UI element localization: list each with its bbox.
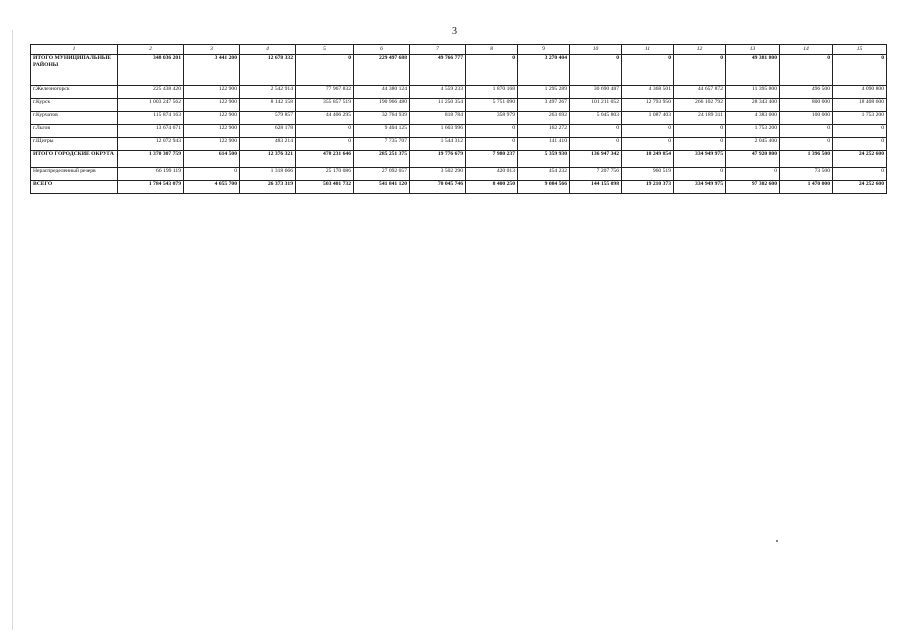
- table-cell: 30 690 487: [570, 86, 622, 99]
- table-cell: 32 764 939: [354, 112, 410, 125]
- table-cell: 266 102 792: [674, 99, 726, 112]
- table-cell: 0: [674, 168, 726, 181]
- table-cell: 1 544 312: [410, 138, 466, 151]
- table-cell: 8 142 158: [240, 99, 296, 112]
- scan-speck: [776, 540, 778, 542]
- table-cell: 28 343 400: [726, 99, 780, 112]
- table-row: [31, 138, 887, 151]
- table-cell: 0: [780, 55, 833, 86]
- table-cell: 229 497 688: [354, 55, 410, 86]
- table-cell: 1 318 666: [240, 168, 296, 181]
- table-cell: 122 900: [184, 86, 240, 99]
- table-cell: 0: [296, 55, 354, 86]
- table-cell: 9 084 566: [518, 181, 570, 194]
- table-cell: 0: [622, 125, 674, 138]
- row-label: г.Льгов: [31, 125, 118, 138]
- table-cell: 44 406 295: [296, 112, 354, 125]
- table-cell: 77 967 832: [296, 86, 354, 99]
- table-cell: 136 947 342: [570, 151, 622, 168]
- table-cell: 141 410: [518, 138, 570, 151]
- table-cell: 478 231 646: [296, 151, 354, 168]
- table-cell: 12 376 321: [240, 151, 296, 168]
- table-row: [31, 151, 887, 168]
- table-cell: 0: [833, 55, 887, 86]
- table-cell: 7 980 237: [466, 151, 518, 168]
- page-number: 3: [452, 26, 457, 37]
- column-header: 12: [674, 45, 726, 55]
- row-label: ИТОГО ГОРОДСКИЕ ОКРУГА: [31, 151, 118, 168]
- table-cell: 4 383 000: [726, 112, 780, 125]
- table-cell: 2 045 400: [726, 138, 780, 151]
- budget-table: [30, 44, 887, 194]
- column-header: 3: [184, 45, 240, 55]
- column-header: 10: [570, 45, 622, 55]
- table-cell: 0: [780, 125, 833, 138]
- table-cell: 483 214: [240, 138, 296, 151]
- table-cell: 9 404 125: [354, 125, 410, 138]
- table-cell: 0: [184, 168, 240, 181]
- table-cell: 0: [622, 55, 674, 86]
- column-header: 1: [31, 45, 118, 55]
- page-left-edge: [12, 30, 13, 630]
- table-cell: 122 900: [184, 112, 240, 125]
- table-cell: 285 251 375: [354, 151, 410, 168]
- column-header: 8: [466, 45, 518, 55]
- table-cell: 0: [466, 55, 518, 86]
- table-cell: 27 092 057: [354, 168, 410, 181]
- column-header: 11: [622, 45, 674, 55]
- table-cell: 1 603 996: [410, 125, 466, 138]
- row-label: г.Курск: [31, 99, 118, 112]
- table-cell: 162 272: [518, 125, 570, 138]
- table-cell: 44 380 124: [354, 86, 410, 99]
- table-cell: 348 036 201: [118, 55, 184, 86]
- table-cell: 0: [466, 125, 518, 138]
- column-header: 6: [354, 45, 410, 55]
- table-cell: 12 072 943: [118, 138, 184, 151]
- table-cell: 358 979: [466, 112, 518, 125]
- table-cell: 122 900: [184, 99, 240, 112]
- table-cell: 5 045 803: [570, 112, 622, 125]
- table-cell: 0: [674, 125, 726, 138]
- table-cell: 355 857 519: [296, 99, 354, 112]
- table-cell: 334 949 975: [674, 151, 726, 168]
- table-cell: 1 870 168: [466, 86, 518, 99]
- table-cell: 3 497 267: [518, 99, 570, 112]
- table-cell: 122 900: [184, 138, 240, 151]
- table-cell: 0: [570, 138, 622, 151]
- table-cell: 0: [466, 138, 518, 151]
- table-cell: 0: [833, 125, 887, 138]
- table-cell: 1 370 307 759: [118, 151, 184, 168]
- table-cell: 4 559 233: [410, 86, 466, 99]
- table-cell: 1 753 200: [833, 112, 887, 125]
- table-cell: 49 381 800: [726, 55, 780, 86]
- table-cell: 0: [780, 138, 833, 151]
- table-cell: 13 674 671: [118, 125, 184, 138]
- table-cell: 7 735 707: [354, 138, 410, 151]
- table-cell: 7 207 756: [570, 168, 622, 181]
- table-cell: 24 189 311: [674, 112, 726, 125]
- table-cell: 24 252 600: [833, 151, 887, 168]
- table-cell: 5 751 090: [466, 99, 518, 112]
- table-cell: 0: [726, 168, 780, 181]
- table-cell: 8 400 250: [466, 181, 518, 194]
- table-cell: 18 408 600: [833, 99, 887, 112]
- table-cell: 628 178: [240, 125, 296, 138]
- table-cell: 25 170 086: [296, 168, 354, 181]
- table-cell: 0: [622, 138, 674, 151]
- column-header: 2: [118, 45, 184, 55]
- table-cell: 70 045 746: [410, 181, 466, 194]
- table-cell: 0: [674, 138, 726, 151]
- table-cell: 1 753 200: [726, 125, 780, 138]
- table-row: [31, 86, 887, 99]
- table-cell: 12 793 950: [622, 99, 674, 112]
- table-cell: 1 396 500: [780, 151, 833, 168]
- header-row: [31, 45, 887, 55]
- table-cell: 3 502 290: [410, 168, 466, 181]
- table-cell: 4 368 501: [622, 86, 674, 99]
- row-label: Нераспределенный резерв: [31, 168, 118, 181]
- table-row: [31, 99, 887, 112]
- table-cell: 4 090 800: [833, 86, 887, 99]
- column-header: 7: [410, 45, 466, 55]
- table-cell: 11 395 800: [726, 86, 780, 99]
- table-cell: 11 250 354: [410, 99, 466, 112]
- table-cell: 3 270 404: [518, 55, 570, 86]
- table-cell: 0: [570, 125, 622, 138]
- table-cell: 49 766 777: [410, 55, 466, 86]
- table-cell: 3 441 200: [184, 55, 240, 86]
- table-cell: 960 519: [622, 168, 674, 181]
- table-cell: 26 373 319: [240, 181, 296, 194]
- table-cell: 614 500: [184, 151, 240, 168]
- table-cell: 144 155 098: [570, 181, 622, 194]
- row-label: г.Железногорск: [31, 86, 118, 99]
- row-label: ИТОГО МУНИЦИПАЛЬНЫЕ РАЙОНЫ: [31, 55, 118, 86]
- table-cell: 541 841 120: [354, 181, 410, 194]
- table-cell: 503 401 732: [296, 181, 354, 194]
- table-cell: 420 013: [466, 168, 518, 181]
- table-cell: 0: [296, 138, 354, 151]
- column-header: 15: [833, 45, 887, 55]
- row-label: г.Щигры: [31, 138, 118, 151]
- table-cell: 47 920 800: [726, 151, 780, 168]
- table-cell: 800 000: [780, 99, 833, 112]
- table-cell: 0: [674, 55, 726, 86]
- table-cell: 12 678 332: [240, 55, 296, 86]
- table-cell: 73 500: [780, 168, 833, 181]
- table-cell: 4 055 700: [184, 181, 240, 194]
- table-row: [31, 181, 887, 194]
- table-cell: 496 500: [780, 86, 833, 99]
- table-cell: 5 359 930: [518, 151, 570, 168]
- table-cell: 1 784 543 079: [118, 181, 184, 194]
- column-header: 5: [296, 45, 354, 55]
- table-row: [31, 168, 887, 181]
- table-cell: 19 210 373: [622, 181, 674, 194]
- table-cell: 1 087 403: [622, 112, 674, 125]
- table-row: [31, 125, 887, 138]
- table-cell: 0: [833, 138, 887, 151]
- table-cell: 1 003 247 562: [118, 99, 184, 112]
- table-cell: 579 857: [240, 112, 296, 125]
- table-cell: 2 542 914: [240, 86, 296, 99]
- table-cell: 190 966 480: [354, 99, 410, 112]
- row-label: ВСЕГО: [31, 181, 118, 194]
- table-cell: 97 302 600: [726, 181, 780, 194]
- row-label: г.Курчатов: [31, 112, 118, 125]
- table-cell: 0: [296, 125, 354, 138]
- table-cell: 66 199 119: [118, 168, 184, 181]
- table-cell: 334 949 975: [674, 181, 726, 194]
- table-row: [31, 112, 887, 125]
- table-row: [31, 55, 887, 86]
- table-cell: 122 900: [184, 125, 240, 138]
- table-cell: 263 692: [518, 112, 570, 125]
- column-header: 9: [518, 45, 570, 55]
- table-cell: 44 657 872: [674, 86, 726, 99]
- table-cell: 19 776 679: [410, 151, 466, 168]
- table-cell: 0: [833, 168, 887, 181]
- table-cell: 100 000: [780, 112, 833, 125]
- table-cell: 0: [570, 55, 622, 86]
- table-cell: 101 211 052: [570, 99, 622, 112]
- table-cell: 454 232: [518, 168, 570, 181]
- column-header: 4: [240, 45, 296, 55]
- table-cell: 115 874 163: [118, 112, 184, 125]
- table-cell: 1 470 000: [780, 181, 833, 194]
- table-cell: 24 252 600: [833, 181, 887, 194]
- column-header: 14: [780, 45, 833, 55]
- table-cell: 1 295 289: [518, 86, 570, 99]
- column-header: 13: [726, 45, 780, 55]
- table-cell: 18 249 854: [622, 151, 674, 168]
- table-cell: 818 784: [410, 112, 466, 125]
- table-cell: 225 438 420: [118, 86, 184, 99]
